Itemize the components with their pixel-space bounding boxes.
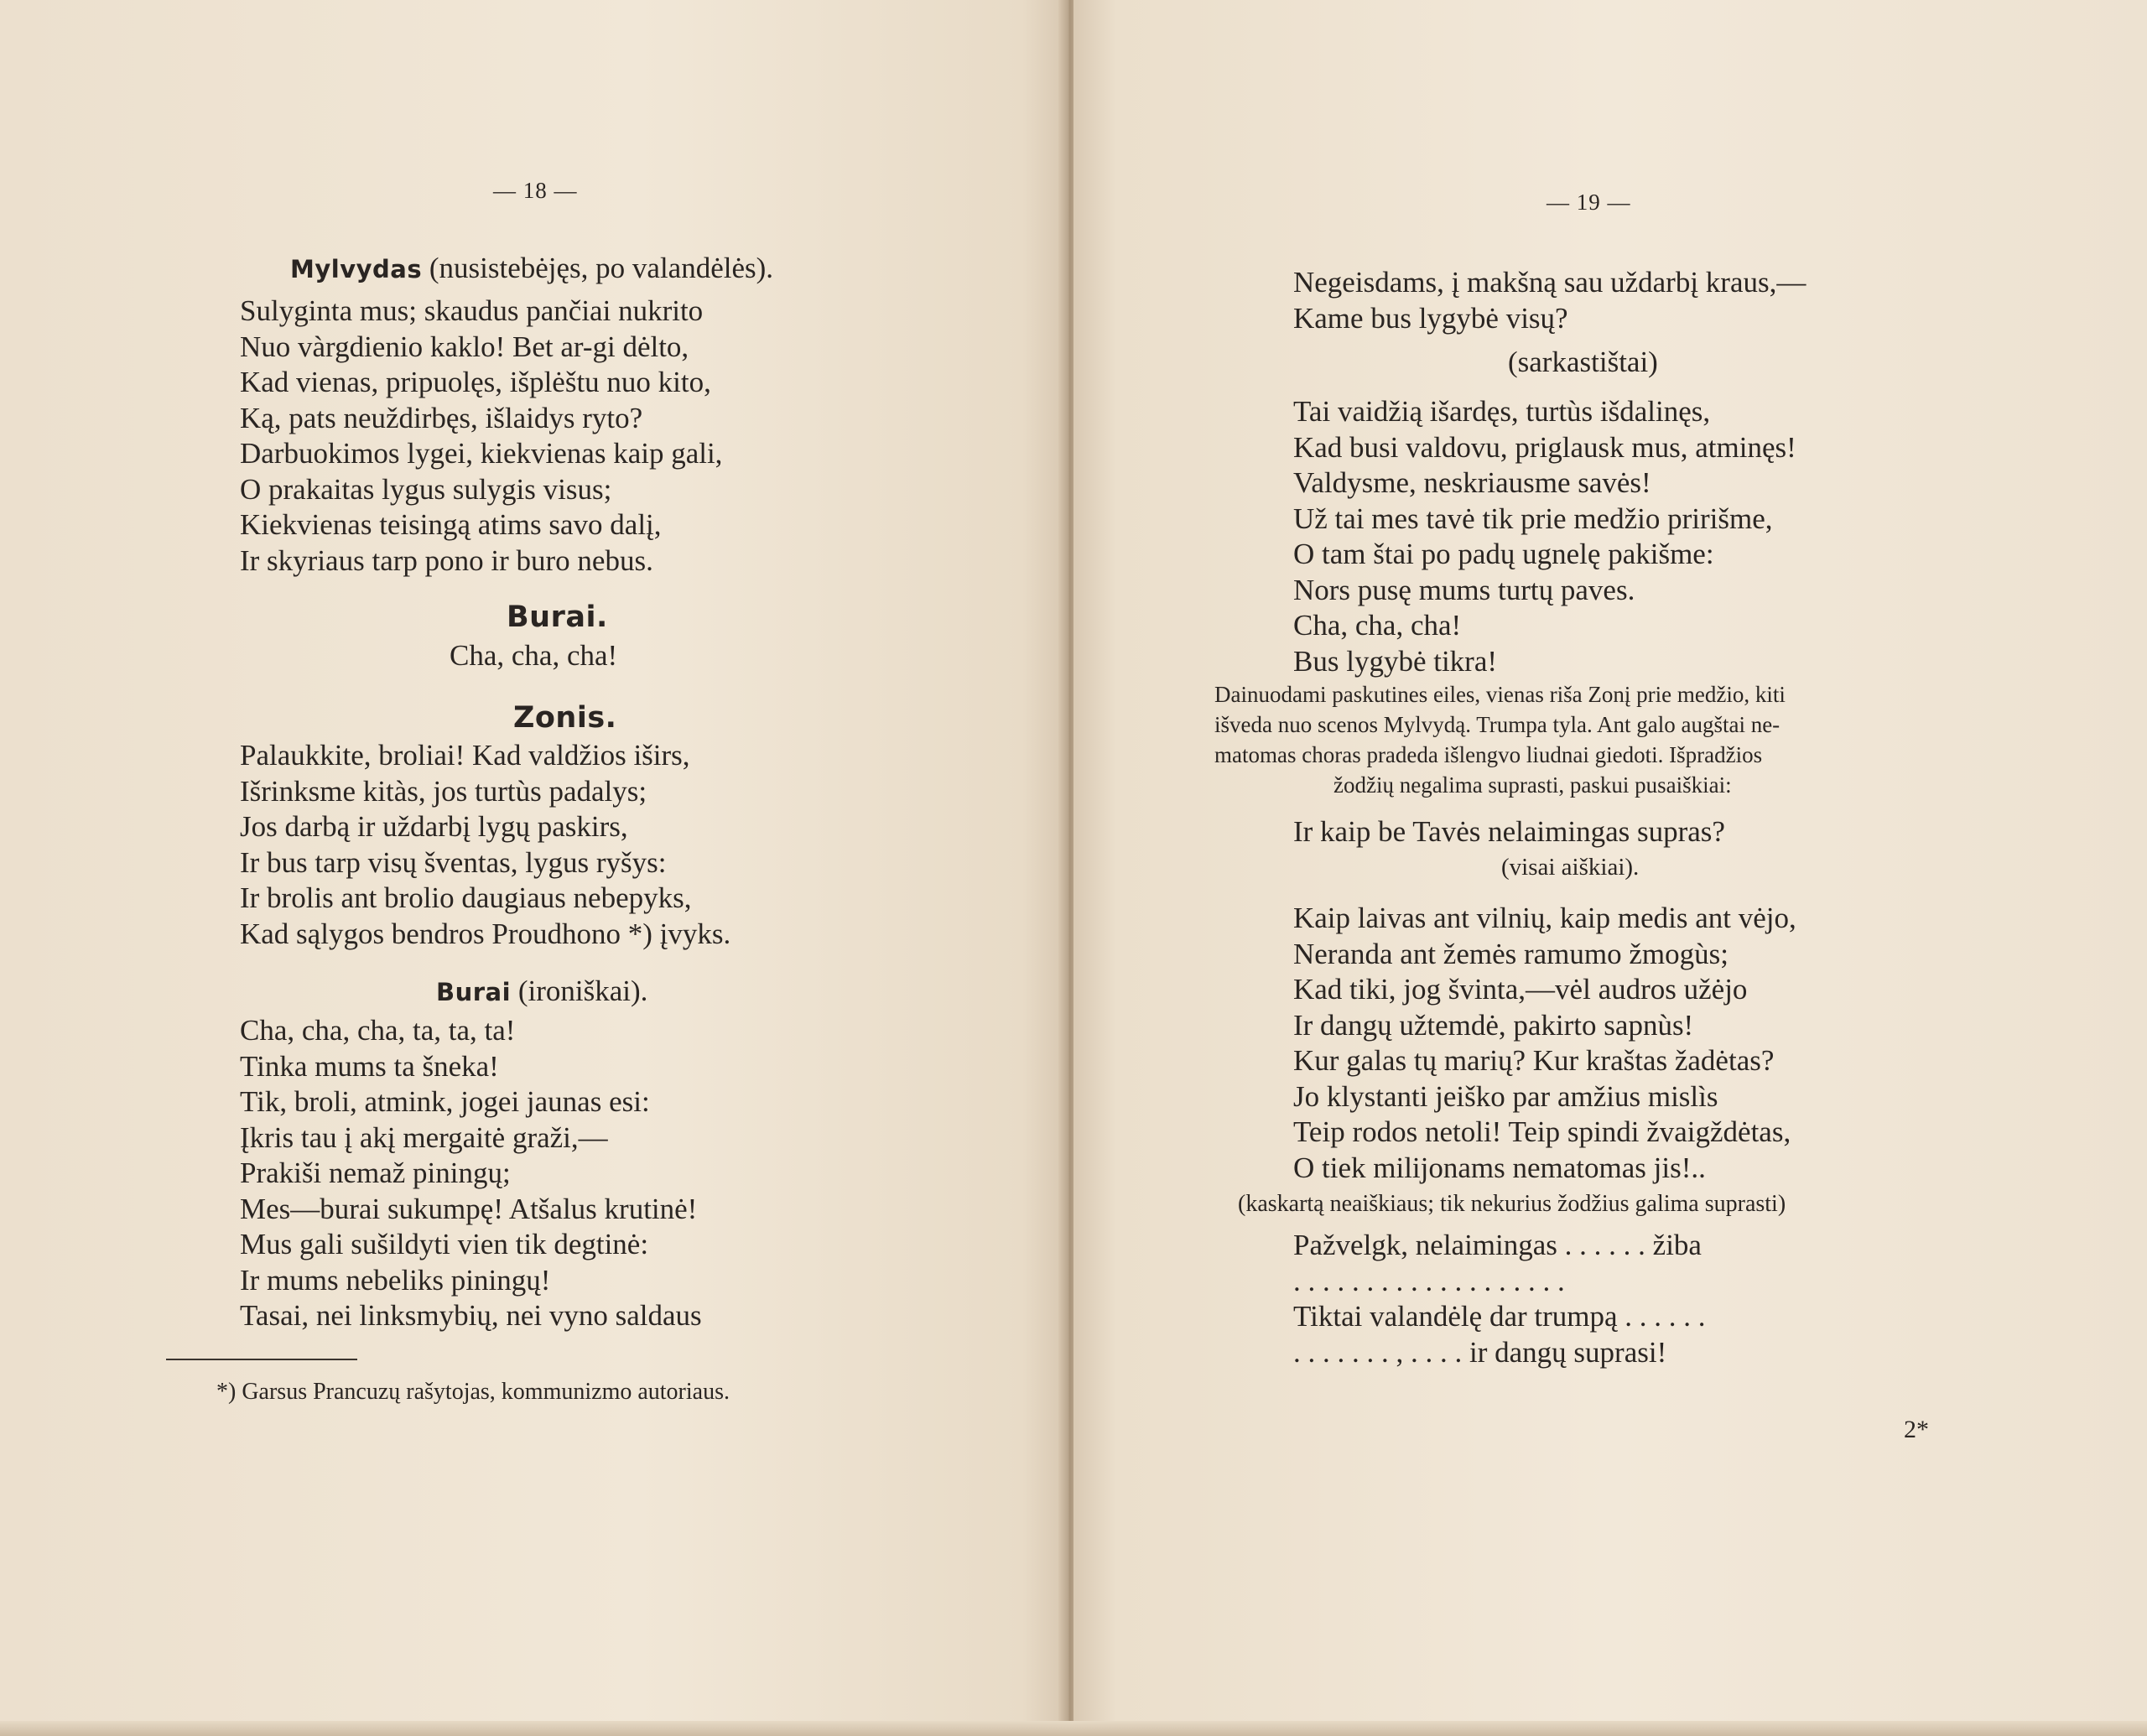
speaker-heading: [436, 975, 647, 1008]
stage-direction: [1214, 679, 1786, 800]
speaker-name: Burai: [436, 978, 512, 1006]
page-left: [0, 0, 1065, 1736]
verse-line: Kame bus lygybė visų?: [1293, 301, 1568, 335]
verse-block: [240, 294, 722, 579]
verse-line: Ir kaip be Tavės nelaimingas supras?: [1293, 815, 1725, 848]
verse-line: Palaukkite, broliai! Kad valdžios iširs,: [240, 739, 690, 772]
verse-line: Nors pusę mums turtų paves.: [1293, 573, 1635, 606]
verse-block: [1293, 265, 1806, 336]
verse-line: Kaip laivas ant vilnių, kaip medis ant vėjo,: [1293, 902, 1796, 934]
verse-block: [1293, 1228, 1706, 1370]
verse-line: Neranda ant žemės ramumo žmogùs;: [1293, 937, 1729, 970]
ellipsis-line: . . . . . . . . . . . . . . . . . . .: [1293, 1264, 1565, 1297]
verse-line: Bus lygybė tikra!: [1293, 644, 1498, 678]
verse-line: Tinka mums ta šneka!: [240, 1049, 499, 1083]
verse-line: Cha, cha, cha!: [1293, 609, 1462, 642]
speaker-name: Mylvydas: [290, 255, 423, 283]
verse-line: Mes—burai sukumpę! Atšalus krutinė!: [240, 1192, 698, 1225]
verse-line: O prakaitas lygus sulygis visus;: [240, 472, 612, 506]
verse-line: Nuo vàrgdienio kaklo! Bet ar-gi dėlto,: [240, 330, 689, 363]
verse-line: Ir mums nebeliks piningų!: [240, 1263, 551, 1297]
footnote-rule: [166, 1359, 357, 1360]
verse-line: Kad vienas, pripuolęs, išplėštu nuo kito,: [240, 366, 711, 398]
page-right: [1074, 0, 2147, 1736]
verse-line: Ką, pats neuždirbęs, išlaidys ryto?: [240, 401, 643, 434]
page-bottom-edge: [0, 1721, 2147, 1736]
verse-line: Už tai mes tavė tik prie medžio pririšme,: [1293, 502, 1773, 535]
speaker-name: Zonis.: [513, 701, 617, 735]
verse-line: Pažvelgk, nelaimingas . . . . . . žiba: [1293, 1229, 1702, 1261]
verse-line: Mus gali sušildyti vien tik degtinė:: [240, 1228, 649, 1260]
verse-line: Kad sąlygos bendros Proudhono *) įvyks.: [240, 917, 731, 950]
stage-line: Dainuodami paskutines eiles, vienas riša Zonį prie medžio, kiti: [1214, 682, 1786, 707]
verse-line: Cha, cha, cha, ta, ta, ta!: [240, 1014, 516, 1047]
verse-line: . . . . . . . , . . . . ir dangų suprasi!: [1293, 1335, 1667, 1369]
verse-block: [240, 738, 730, 952]
stage-line: matomas choras pradeda išlengvo liudnai giedoti. Išpradžios: [1214, 742, 1763, 767]
verse-line: Negeisdams, į makšną sau uždarbį kraus,—: [1293, 266, 1806, 299]
verse-line: Kur galas tų marių? Kur kraštas žadėtas?: [1293, 1044, 1775, 1077]
verse-line: Valdysme, neskriausme savės!: [1293, 466, 1651, 499]
verse-line: Tasai, nei linksmybių, nei vyno saldaus: [240, 1299, 702, 1332]
verse-line: Sulyginta mus; skaudus pančiai nukrito: [240, 294, 704, 327]
verse-line: Teip rodos netoli! Teip spindi žvaigždėtas,: [1293, 1115, 1791, 1148]
verse-line: Kad busi valdovu, priglausk mus, atminęs!: [1293, 430, 1796, 464]
stage-note: (visai aiškiai).: [1501, 854, 1640, 881]
verse-line: Ir skyriaus tarp pono ir buro nebus.: [240, 543, 653, 577]
verse-line: Kiekvienas teisingą atims savo dalį,: [240, 508, 662, 541]
stage-line: žodžių negalima suprasti, paskui pusaiškiai:: [1333, 772, 1732, 798]
verse-line: Įkris tau į akį mergaitė graži,—: [240, 1120, 608, 1154]
page-number: — 19 —: [1547, 190, 1631, 215]
verse-line: Išrinksme kitàs, jos turtùs padalys;: [240, 774, 647, 808]
verse-line: O tam štai po padų ugnelę pakišme:: [1293, 538, 1714, 570]
verse-line: Jo klystanti jeiško par amžius mislìs: [1293, 1079, 1718, 1113]
verse-line: Ir brolis ant brolio daugiaus nebepyks,: [240, 881, 692, 914]
verse-line: Cha, cha, cha!: [450, 639, 618, 672]
signature-mark: 2*: [1904, 1416, 1929, 1443]
page-number: — 18 —: [493, 178, 578, 203]
verse-line: Kad tiki, jog švinta,—vėl audros užėjo: [1293, 973, 1748, 1006]
footnote: *) Garsus Prancuzų rašytojas, kommunizmo autoriaus.: [216, 1379, 730, 1405]
verse-line: O tiek milijonams nematomas jis!..: [1293, 1151, 1706, 1184]
speaker-note: (ironiškai).: [517, 975, 648, 1007]
stage-note: (sarkastištai): [1508, 346, 1658, 378]
stage-line: išveda nuo scenos Mylvydą. Trumpa tyla. Ant galo augštai ne-: [1214, 712, 1781, 737]
verse-block: [1293, 394, 1796, 679]
verse-line: Ir dangų užtemdė, pakirto sapnùs!: [1293, 1008, 1694, 1042]
stage-note: (kaskartą neaiškiaus; tik nekurius žodžius galima suprasti): [1238, 1191, 1786, 1217]
verse-line: Tiktai valandėlę dar trumpą . . . . . .: [1293, 1300, 1706, 1333]
speaker-heading: [290, 252, 773, 285]
verse-block: [240, 1013, 702, 1334]
verse-line: Prakiši nemaž piningų;: [240, 1156, 511, 1189]
verse-line: Jos darbą ir uždarbį lygų paskirs,: [240, 810, 628, 843]
speaker-name: Burai.: [507, 600, 608, 634]
speaker-note: (nusistebėjęs, po valandėlės).: [429, 252, 774, 284]
verse-line: Ir bus tarp visų šventas, lygus ryšys:: [240, 845, 667, 879]
verse-line: Tai vaidžią išardęs, turtùs išdalinęs,: [1293, 395, 1711, 428]
verse-line: Darbuokimos lygei, kiekvienas kaip gali,: [240, 437, 723, 470]
verse-block: [1293, 901, 1796, 1186]
verse-line: Tik, broli, atmink, jogei jaunas esi:: [240, 1085, 650, 1118]
